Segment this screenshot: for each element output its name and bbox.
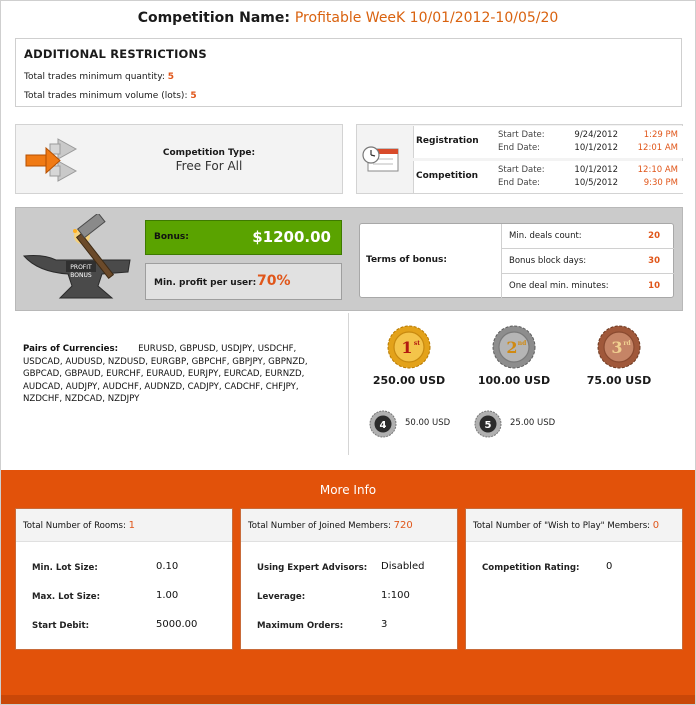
third-place-medal-icon [597,325,641,369]
badge-place: 4 [379,420,387,431]
min-profit-value: 70% [257,273,291,289]
restrictions-heading: ADDITIONAL RESTRICTIONS [24,47,207,61]
term-value: 30 [648,256,660,266]
card-header-label: Total Number of Joined Members: [248,521,391,531]
additional-restrictions-panel [15,38,682,107]
card-row [16,588,232,608]
card-row-value: 0 [606,561,613,572]
card-header-label: Total Number of "Wish to Play" Members: [473,521,651,531]
end-date-label: End Date: [498,143,541,153]
end-date-label: End Date: [498,178,541,188]
card-header-text [23,520,135,531]
end-date: 10/5/2012 [574,178,618,188]
card-row-label: Max. Lot Size: [32,592,101,602]
card-row-value: 1.00 [156,590,179,601]
start-date: 9/24/2012 [574,130,618,140]
card-header [466,509,682,542]
prizes-panel [349,313,683,455]
card-row-label: Maximum Orders: [257,621,344,631]
prize-2nd [477,325,551,387]
first-place-medal-icon [387,325,431,369]
card-row-value: 1:100 [381,590,410,601]
card-header-text [248,520,413,531]
currency-pairs-panel [15,313,349,455]
prize-5th [474,410,604,436]
more-info-heading: More Info [319,483,377,497]
card-row-value: 5000.00 [156,619,198,630]
term-value: 10 [648,281,660,291]
anvil-hammer-icon [20,214,144,306]
terms-of-bonus-box [359,223,674,298]
prize-amount: 100.00 USD [477,374,551,387]
prize-3rd [582,325,656,387]
card-row-value: 3 [381,619,388,630]
fourth-place-badge-icon [369,410,397,438]
arrows-exchange-icon [24,135,84,185]
medal-suffix: st [413,340,421,347]
end-date: 10/1/2012 [574,143,618,153]
card-header [241,509,457,542]
competition-type-value: Free For All [175,159,243,173]
card-header-value: 0 [652,520,660,531]
term-row [501,249,674,274]
start-time: 1:29 PM [643,130,678,140]
term-row [501,224,674,249]
term-row [501,274,674,298]
card-row [466,559,682,579]
prize-amount: 250.00 USD [372,374,446,387]
rooms-card [15,508,233,650]
page-title [1,10,695,26]
term-label: One deal min. minutes: [509,281,609,291]
schedule-row-competition [413,161,684,193]
card-row [241,617,457,637]
card-row [16,559,232,579]
term-value: 20 [648,231,660,241]
start-date-label: Start Date: [498,165,545,175]
schedule-name: Registration [416,136,479,146]
bonus-label: Bonus: [154,232,189,242]
card-row-label: Start Debit: [32,621,90,631]
restriction-row [24,91,673,101]
term-label: Bonus block days: [509,256,587,266]
currency-pairs-text [23,343,333,406]
card-row [241,559,457,579]
card-row [241,588,457,608]
schedule-panel [356,124,683,194]
prize-amount: 75.00 USD [586,374,652,387]
badge-place: 5 [484,420,492,431]
medal-place: 1 [401,338,413,357]
more-info-section [1,470,695,704]
card-row-label: Competition Rating: [482,563,580,573]
card-row-value: 0.10 [156,561,179,572]
badge-line-1: PROFIT [70,264,92,271]
card-header-value: 1 [128,520,136,531]
medal-place: 2 [506,338,518,357]
wish-to-play-card [465,508,683,650]
prize-1st [372,325,446,387]
card-row-value: Disabled [381,561,425,572]
competition-type-label: Competition Type: [162,148,256,158]
restriction-row [24,72,673,82]
terms-label: Terms of bonus: [366,255,447,265]
card-header-value: 720 [393,520,413,531]
term-label: Min. deals count: [509,231,582,241]
card-row-label: Leverage: [257,592,306,602]
card-row-label: Using Expert Advisors: [257,563,368,573]
prize-amount: 50.00 USD [405,418,451,428]
card-header [16,509,232,542]
bonus-panel [15,207,683,311]
schedule-row-registration [413,126,684,158]
calendar-clock-icon [357,125,413,193]
restriction-value: 5 [167,72,175,82]
bonus-value: $1200.00 [252,228,331,246]
restriction-value: 5 [190,91,197,101]
currency-pairs-label: Pairs of Currencies: [23,344,119,354]
min-profit-label: Min. profit per user: [154,278,257,288]
second-place-medal-icon [492,325,536,369]
schedule-name: Competition [416,171,479,181]
prize-amount: 25.00 USD [510,418,556,428]
start-date-label: Start Date: [498,130,545,140]
medal-suffix: nd [517,340,527,347]
card-header-label: Total Number of Rooms: [23,521,126,531]
min-profit-box [145,263,342,300]
members-card [240,508,458,650]
title-label: Competition Name: [137,10,290,26]
competition-type-panel [15,124,343,194]
fifth-place-badge-icon [474,410,502,438]
start-date: 10/1/2012 [574,165,618,175]
end-time: 12:01 AM [637,143,678,153]
restriction-label: Total trades minimum quantity: [24,72,165,82]
card-header-text [473,520,659,531]
restriction-label: Total trades minimum volume (lots): [24,91,188,101]
competition-name: Profitable WeeK 10/01/2012-10/05/20 [294,10,559,26]
medal-suffix: rd [623,340,631,347]
bonus-amount-box [145,220,342,255]
bottom-strip [1,695,695,704]
currency-pairs-value: EURUSD, GBPUSD, USDJPY, USDCHF, USDCAD, AUDUSD, NZDUSD, EURGBP, GBPCHF, GBPJPY, GBPNZD, GBPCAD, GBPAUD, EURCHF, EURAUD, EURJPY, EURCAD, EURNZD, AUDCAD, AUDJPY, AUDCHF, AUDNZD, CADJPY, CADCHF, CHFJPY, NZDCHF, NZDCAD, NZDJPY [23,344,308,404]
card-row [16,617,232,637]
start-time: 12:10 AM [637,165,678,175]
card-row-label: Min. Lot Size: [32,563,98,573]
badge-line-2: BONUS [70,272,92,279]
medal-place: 3 [611,338,623,357]
end-time: 9:30 PM [643,178,678,188]
